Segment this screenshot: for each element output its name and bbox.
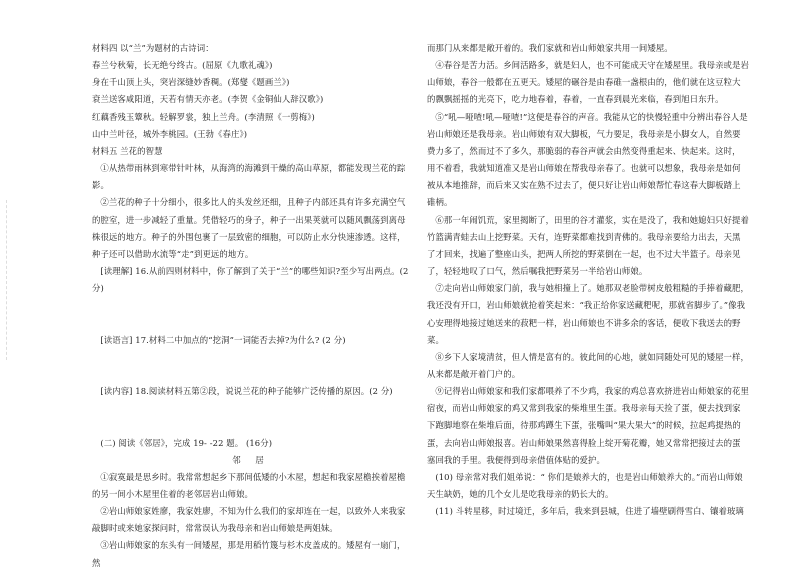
left-column [92, 40, 410, 572]
material5-paragraph-2: ②兰花的种子十分细小，很多比人的头发丝还细，且种子内部还具有许多充满空气的腔室，进一步减轻了重量。凭借轻巧的身子，种子一出果荚就可以随风飘荡到离母株很远的地方。种子的外围包裹了一层致密的细胞，可以防止水分快速渗透。这样，种子还可以借助水流等“走”到更远的地方。 [92, 197, 406, 259]
story-paragraph-7: ⑦走向岩山师娘家门前，我与她相撞上了。她那双老脸带树皮般粗糙的手捧着藏肥，我还没有开口，岩山师娘就抢着笑起来：“我正给你家送藏粑呢，那就省脚步了。”像我心安理得地接过她送来的菽粑一样，岩山师娘也不讲多余的客话，便收下我送去的野菜。 [427, 283, 749, 345]
poem-line: 红藕香残玉簟秋。轻解罗裳，独上兰舟。(李清照《一剪梅》) [92, 111, 315, 122]
poem-line: 春兰兮秋菊，长无绝兮终古。(屈原《九歌礼魂》) [92, 60, 273, 71]
material5-paragraph-1: ①从热带雨林到寒带针叶林，从海湾的海滩到干燥的高山草原，都能发现兰花的踪影。 [92, 163, 406, 191]
poem-line: 衰兰送客咸阳道，天若有情天亦老。(李贺《金铜仙人辞汉歌》) [92, 94, 324, 105]
story-paragraph-9: ⑨记得岩山师娘家和我们家都喂养了不少鸡，我家的鸡总喜欢挤进岩山师娘家的花里宿夜，而岩山师娘家的鸡又常到我家的柴堆里生蛋。我母亲每天捡了蛋，便去找到家下跑脚地察在柴堆后面，待那鸡蹲生下蛋，张嘴叫“果大果大”的时候，拉起鸡提热的蛋，去向岩山师娘报喜。岩山师娘果然喜得脸上绽开菊花瓣，她又常常把接过去的蛋塞回我的手里。我便得到母亲借值体贴的爱护。 [427, 386, 749, 465]
poem-line: 身在千山顶上头，突岩深缝妙香稠。(郑燮《题画兰》) [92, 77, 290, 88]
story-paragraph-5: ⑤“吼—哑喳!吼—哑喳!”这便是春谷的声音。我能从它的快慢轻重中分辨出春谷人是岩山师娘还是我母亲。岩山师娘有双大脚板，气力要足，我母亲是小脚女人，自然要费力多了，然而过不了多久，那脆弱的春谷声就会由然变得重起来、快起来。这时，用不着看，我就知道准又是岩山师娘在帮我母亲春了。也就可以想象，我母亲是如何被从本地推辞，而后来又实在熟不过去了，便只好让岩山师娘帮忙春这春大脚板踏上碓柄。 [427, 111, 748, 208]
section-2-heading: (二) 阅读《邻居》，完成 19- -22 题。 (16分) [100, 437, 273, 448]
story-paragraph-11: (11) 斗转星移，时过境迁，多年后，我来到县城，住进了墙壁刷得雪白、镶着玻璃 [435, 506, 744, 517]
poem-line: 山中兰叶径，城外李桃园。(王勃《春庄》) [92, 128, 248, 139]
material5-title: 材料五 兰花的智慧 [92, 145, 163, 156]
material4-title: 材料四 以“兰”为题材的古诗词： [92, 43, 214, 53]
story-paragraph-3-cont: 而那门从来都是敞开着的。我们家就和岩山师娘家共用一间矮屋。 [427, 43, 673, 53]
story-paragraph-4: ④春谷是苦力活。乡间活路多，就是妇人，也不可能成天守在矮屋里。我母亲或是岩山师娘，春谷一般都在五更天。矮屋的碾谷是由春碓一盏根由的，他们就在这豆粒大的飘飘摇摇的光亮下，吃力地春着，春着，一直春到晨光来临，春到旭日东升。 [427, 60, 749, 105]
question-16: [读理解] 16.从前四则材料中，你了解到了关于“兰”的哪些知识?至少写出两点。(2分) [92, 266, 409, 294]
story-paragraph-1: ①寂寞最是思乡时。我常常想起乡下那间低矮的小木屋，想起和我家屋檐挨着屋檐的另一间小木屋里住着的老邻居岩山师娘。 [92, 471, 406, 499]
question-17: [读语言] 17.材料二中加点的“挖洞”一词能否去掉?为什么? (2 分) [100, 334, 346, 345]
story-paragraph-3: ③岩山师娘家的东头有一间矮屋，那是用稻竹篾与杉木皮盖成的。矮屋有一扇门，然 [92, 540, 406, 568]
story-paragraph-8: ⑧乡下人家境清贫，但人情是富有的。彼此间的心地，就如同随处可见的矮屋一样，从来都是敞开着门户的。 [427, 351, 749, 379]
right-column [427, 40, 749, 520]
story-title: 邻 居 [232, 454, 270, 465]
binding-line [6, 200, 17, 360]
story-paragraph-2: ②岩山师娘家姓廖，我家姓廖，不知为什么我们的家却连在一起，以致外人来我家敲脚时或来她家探问时，常常误认为我母亲和岩山师娘是两姐妹。 [92, 506, 406, 534]
story-paragraph-6: ⑥那一年闹饥荒，家里揭断了，田里的谷才灌浆，实在是没了，我和她媳妇只好提着竹篮满青蛙去山上挖野菜。天有，连野菜都难找到青佛的。我母亲要给力出去，天黑了才回来，找遍了整座山头，把两人所挖的野菜倒在一起，也不过大半篮子。母亲见了，轻轻地叹了口气，然后嘱我把野菜另一半给岩山师娘。 [427, 214, 749, 277]
story-paragraph-10: (10) 母亲常对我们姐弟说：“ 你们是娘养大的，也是岩山师娘养大的。”而岩山师娘天生缺奶，她的几个女儿是吃我母亲的奶长大的。 [427, 471, 743, 500]
question-18: [读内容] 18.阅读材料五第②段，说说兰花的种子能够广泛传播的原因。(2 分) [100, 386, 393, 397]
